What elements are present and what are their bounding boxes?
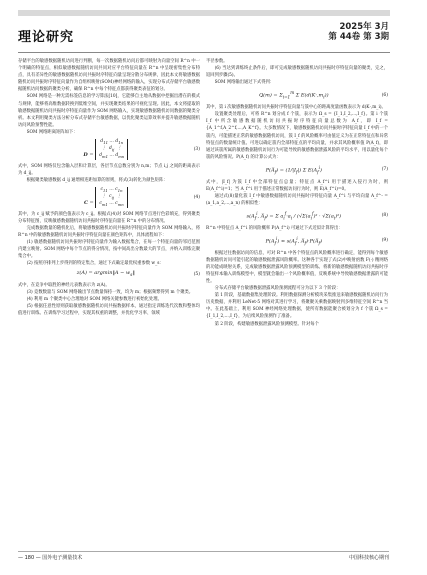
equation-number: (4) [193, 194, 200, 200]
paragraph: 式中，SOM 网络仅包含输入层和计算层，各层节点总数分别为 n,m；节点 i,j 之间的距离表示为 d_ij。 [18, 163, 200, 176]
paragraph: 分布式存储平台敏感数据泄露风险预测流程可分为以下 3 个阶段： [214, 286, 341, 292]
equation-number: (9) [381, 238, 388, 244]
paragraph: R^n 中特征点 A_f^i 的风险概率 P(A_f^i) 可通过下式近似计算得出： [206, 225, 343, 231]
issue-info [328, 22, 389, 42]
equation-4 [18, 187, 200, 208]
list-item: (4) 利用 m 个聚类中心合理地对 SOM 网络关键参数进行初始化处理。 [26, 296, 162, 302]
paragraph: SOM 网络是一种无需标签信息的学习算法[10]，它能够自主地从数据中挖掘出潜在的模式与规律，能够将高维数据转换到低维空间，并实现聚类结果的可视化呈现。因此，本文将提取的敏感数据随机访问共振时序特征向量作为 SOM 网络输入，实现敏感数据随机访问数据的聚类分析。本文利用聚类方法分析分布式存储平台敏感数据，以优化聚类运算效率并提升敏感数据随机访问风险预警性能。 [18, 94, 200, 128]
list-item: (6) 当达到训练终止条件后，即可完成敏感数据随机访问共振时序特征向量的聚类，完之，返回到步骤(5)。 [206, 66, 388, 79]
equation-number: (8) [381, 213, 388, 219]
paragraph: SOM 网络输出通过下式得到： [214, 80, 275, 86]
publisher-label: 中国科技核心期刊 [348, 555, 389, 561]
equation-5 [18, 270, 200, 278]
paragraph: 存储平台的敏感数据随机访问进行判断，每一次数据随机访问后都可映射为向量空间 R^n 中一个明确的特征点，相似敏感数据随机访问共同对应平台特征向量在 R^n 中呈现密集性分布特点，具有差异性的敏感数据随机访问共振时序特征向量呈现分散分布规律，因此本文将敏感数据随机访问共振时序特征向量作为自组织映射(SOM)神经网络的输入，实现分布式存储平台敏感数据随机访问数据的聚类分析，确保 R^n 中每个特征点都获得聚类表征的划分。 [18, 59, 200, 93]
paragraph: 式中，|I_f| 为簇 I_f 中全部特征点总量；特征点 A_f^i 用于描述入侵行为时，则 E(A_f^i)=1；当 A_f^i 用于描述正常数据访问行为时，则 E(A_f^i)=0。 [206, 179, 388, 192]
equation-3 [18, 139, 200, 160]
distance-matrix: $D = d_{11}$ … $d_{1n}$ ⋮ $d_{ij}$ ⋮ $d_{m1}$ … $d_{mn}$ [18, 139, 194, 160]
equation-number: (6) [381, 92, 388, 98]
formula: z(A) = argmin‖A − $w_s‖$ [76, 270, 135, 278]
formula: $P(A_f^i) \approx s(A_f^i$, $A̅_f)\cdot P(A̅_f)$ [265, 235, 323, 246]
paragraph: 设置聚类处理后，可将 R^n 划分成 f 个簇，表示为 Ω_s = {I_1,I_2,...,I_f}。第 i 个簇 I_f 中所含敏感数据随机访问共振时序特征向量总数为 A_f，即 I_f = {A_1^f,A_2^f,...,A_K^f}。大多数情况下，敏感数据随机访问共振时序特征向量 I_f 中的一个簇内，可能描述正常的敏感数据随机访问，簇 I_f 的风险概率可由值定义为在正常特征点和异常特征点的数量统计值。可进以确定簇内全部特征点的平均向量，并求其风险概率值 P(A_f)，即通过该簇所属的敏感数据随机访问行为可能导致的敏感数据泄露风险的平均水平，用以量化每个簇的风险情况。P(A_f) 的计算公式为： [206, 112, 388, 160]
paragraph: SOM 网络距离矩阵如下： [26, 129, 78, 135]
paragraph: 根据过往数据访问的信息，可对 R^n 中各个特征点的风险概率进行确定，能得到每个敏感数据随机访问可能引起的敏感数据泄露风险概率。这种各于实现了式(2)中映射函数 F(·) 精网络的功能成映射关系，完成敏感数据泄露风险预测模型的训练。将新的敏感数据随机访问共振时序特征样本输入训练模型中，模型就会输出一个风险概率值，反映系统中导致敏感数据泄露的可能性。 [206, 250, 388, 284]
section-title: 理论研究 [18, 30, 75, 45]
paragraph: 其中，第 i 次敏感数据随机访问共振时序特征向量与簇中心的距离度量函数表示为 d(K·,m_i)。 [206, 105, 386, 111]
page-number: — 180 — 国外电子测量技术 [18, 555, 83, 561]
formula: $P(A̅_f) = (1/|I_f|)$ Σ $E(A_f^i)$ [265, 164, 322, 175]
paragraph: 完成数据数量的随机化后，将敏感数据随机访问共振时序特征向量作为 SOM 网络输入，将 R^n 中的敏感数据随机访问共振时序特征向量在颜色矩阵中，具体流程如下： [18, 225, 200, 238]
paragraph: 其中，为 c_ij 赋予的颜色值表示为 c_ij。根据式(4)对 SOM 网络节点进行色彩填充，得到聚类分布特征图，反映敏感数据随机访问共振时序特征向量在 R^n 中的分布情况。 [18, 211, 200, 224]
list-item: (5) 根据任意性原则获取敏感数据随机访问共振数据样本，通过指定训练迭代次数和整体均值进行训练。在训练学习过程中，实现其权重的调整，并优化学习率、领域 [18, 303, 200, 316]
equation-6 [206, 89, 388, 101]
color-matrix: $C = c_{11}$ … $c_{1n}$ ⋮ $c_{ij}$ ⋮ $c_{m1}$ … $c_{mn}$ [18, 187, 194, 208]
list-item: (3) 竞数数量与 SOM 网络输出节点数量保持一致，均为 m；根据频繁得到 m 个聚类。 [26, 289, 194, 295]
formula: $s(A_f^i$, $A̅_f) = \Sigma$ $a_i^f\cdot a_i / (√\Sigma(a_i^f)^2 \cdot √\Sigma(a_i)^2)$ [246, 211, 342, 221]
paragraph: 第 2 阶段，构建敏感数据泄露风险预测模型。针对每个 [214, 321, 319, 327]
issue-volume: 第 44卷 第 3期 [328, 32, 389, 42]
header-divider [18, 52, 390, 53]
equation-number: (3) [193, 146, 200, 152]
equation-7 [206, 164, 388, 176]
right-column [206, 58, 388, 328]
equation-8 [206, 210, 388, 222]
footer-divider [18, 551, 389, 552]
paragraph: 通过式(8)量化簇 I_f 中敏感数据随机访问共振时序特征向量 A_f^i 与平均向量 A_f^- = (a_1,a_2,...,a_n) 的相似性： [206, 193, 388, 206]
header-rule-top [18, 10, 390, 16]
issue-date: 2025年 3月 [339, 22, 389, 32]
equation-9 [206, 235, 388, 247]
equation-number: (5) [193, 271, 200, 277]
formula: $Q(m) = \Sigma_{i=1}^m$ Σ $E(d(K\cdot,m_i))$ [259, 90, 329, 101]
paragraph: 半径参数。 [206, 59, 228, 64]
left-column [18, 58, 200, 317]
list-item: (2) 按照序排列上步得到的特定集合，通过下式确定最优权重参数 w_s： [26, 261, 164, 267]
paragraph: 式中，在竞争中取胜的神经元表数表示为 z(A)。 [18, 282, 110, 288]
paragraph: 根据聚类敏感数据 d_ij 通增相连距加算的原则，将式(3)转化为颜色矩阵： [26, 177, 168, 183]
equation-number: (7) [381, 167, 388, 173]
list-item: (1) 敏感数据随机访问共振时序特征向量作为输入数据集合，在每一个特征向量的邻近范围内建立映射。SOM 网络中每个节点的得分情况，按中间高出分数最大的节点，并纳入训练完聚集合中。 [18, 240, 200, 260]
paragraph: 第 1 阶段，基础数据集处理阶段。利用数据探测分析模块采集推送来敏感数据随机访问行为历史数据，并利用 LeNet-5 网络对其进行学习，将聚聚关乘数据映射到多维特征空间 R^n 当中。在此基础上，利用 SOM 神经网络处理数据，使所有数据能聚合被划分为 f 个簇 Ω_s = {I_1,I_2,...,I_f}，为后续风险预测作了准备。 [206, 293, 388, 320]
